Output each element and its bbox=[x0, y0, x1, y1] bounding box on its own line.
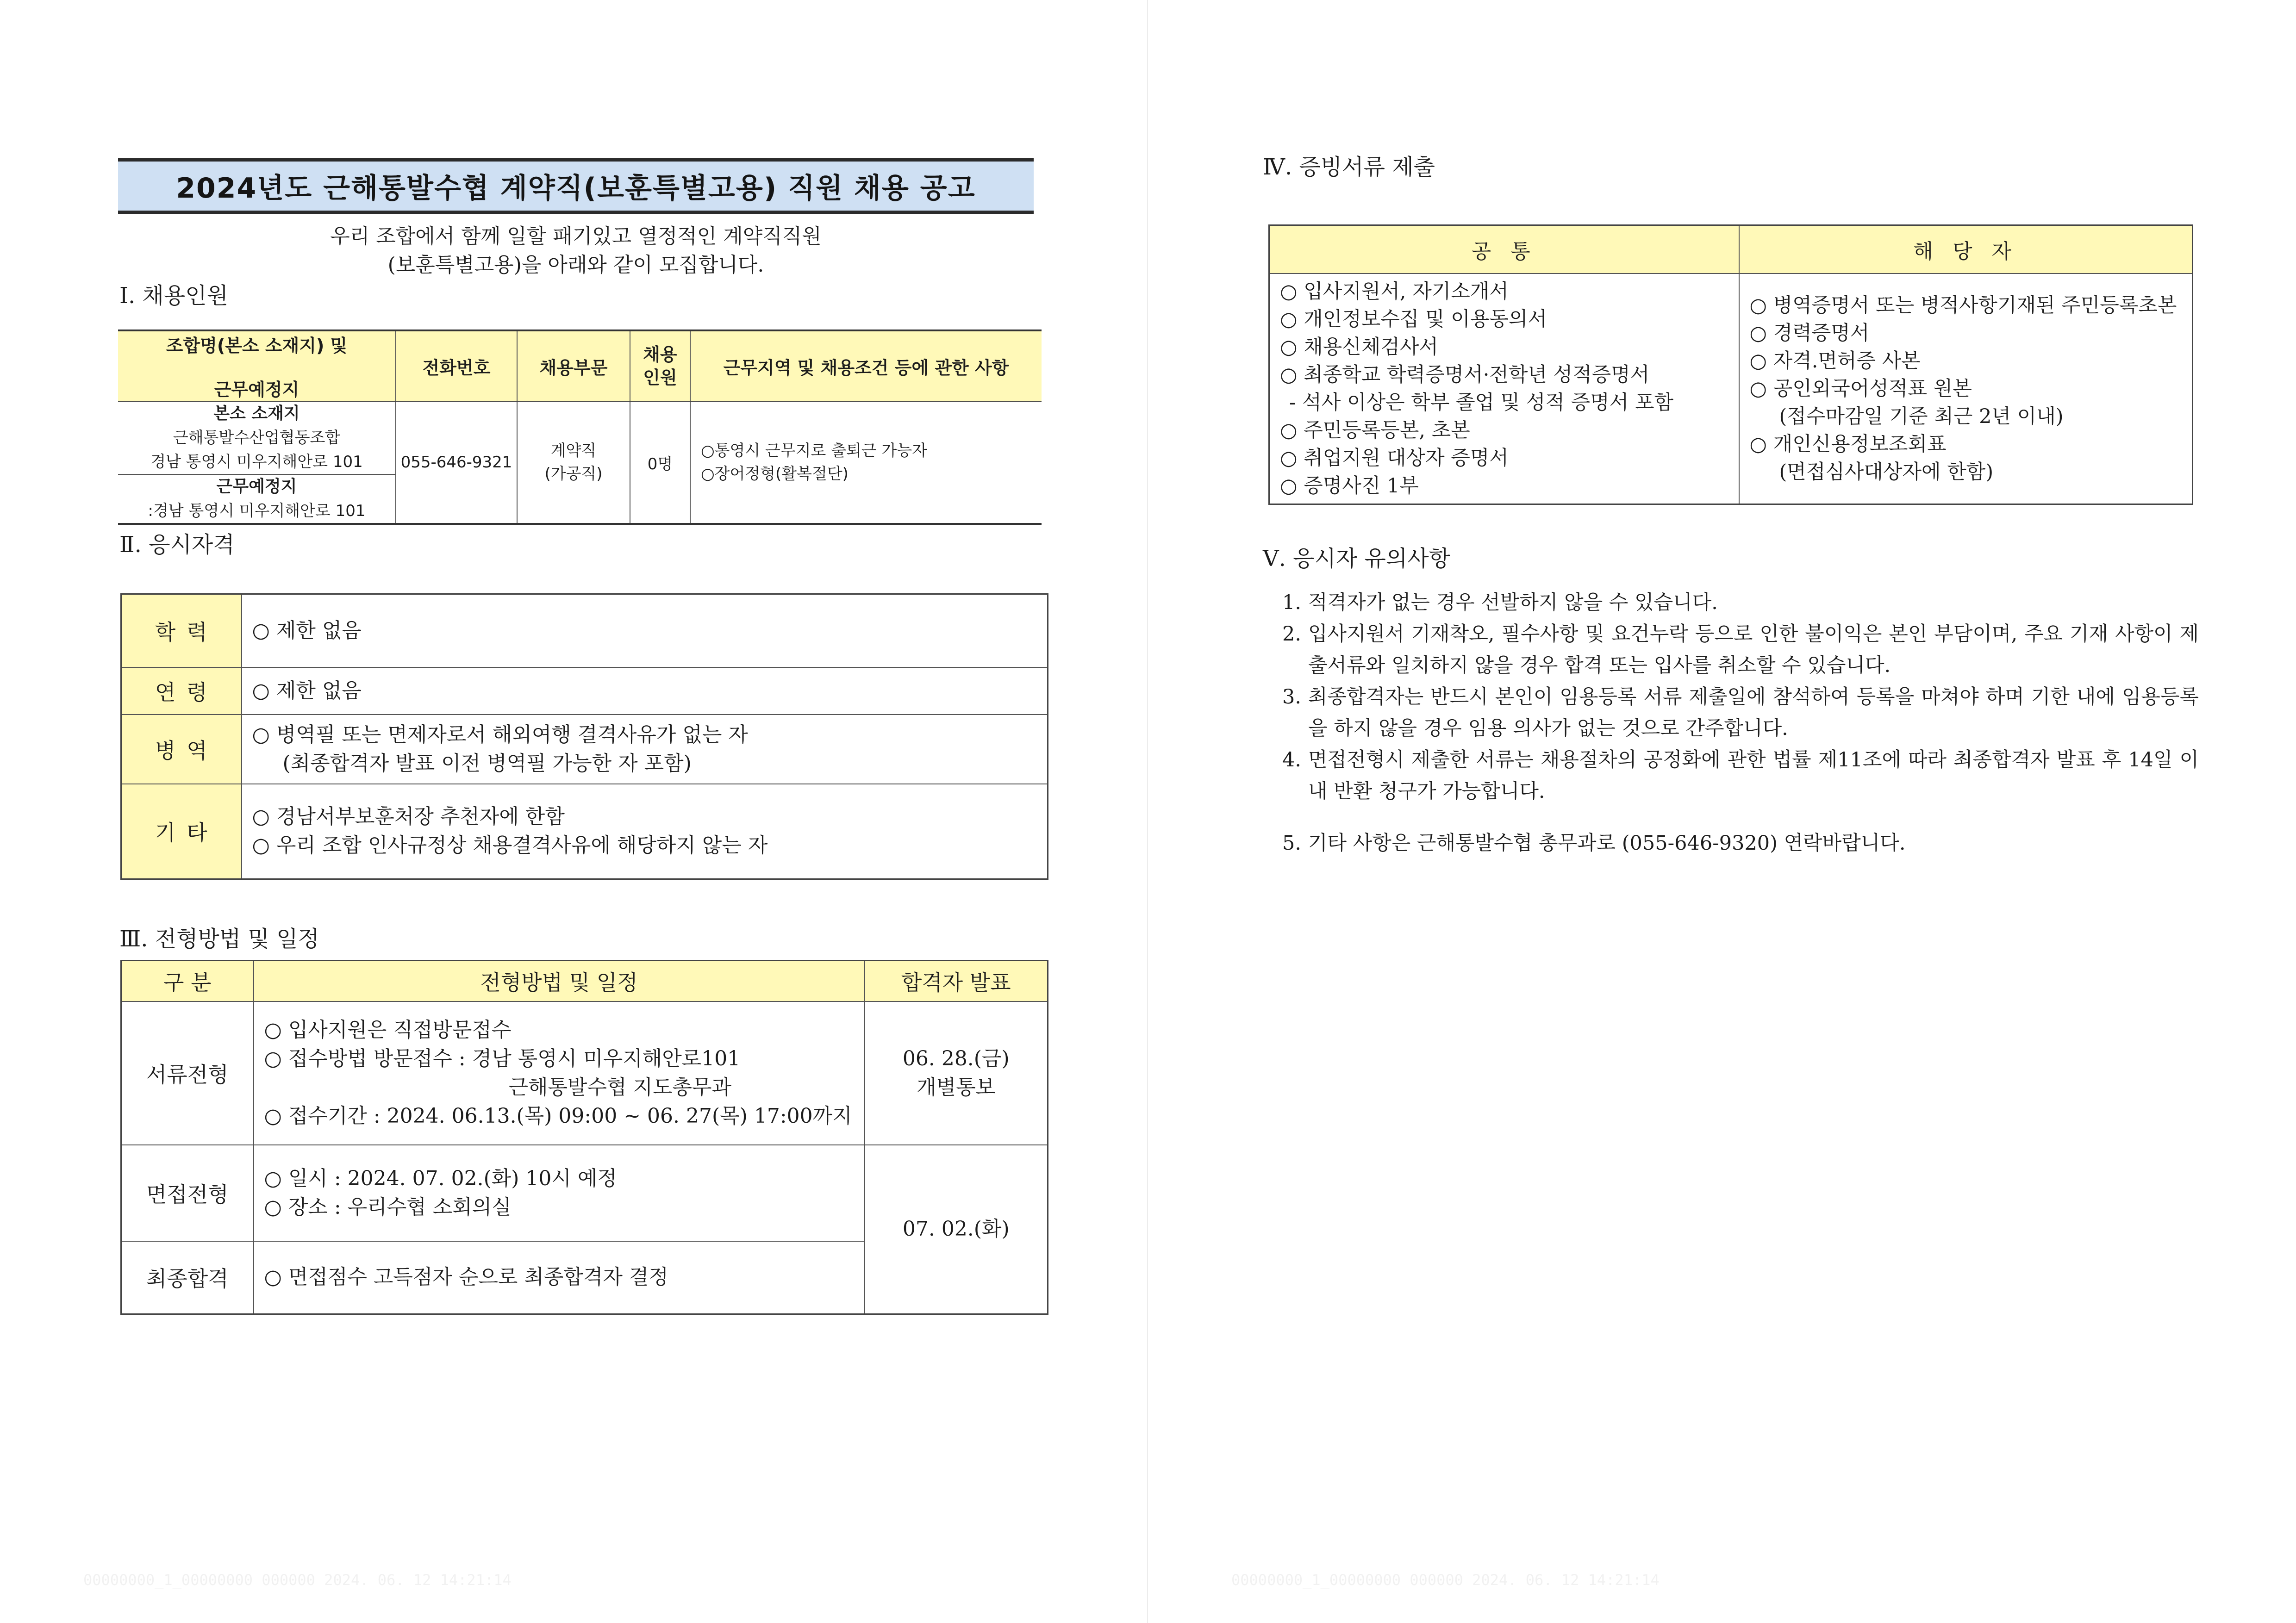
header-category: 구 분 bbox=[121, 961, 254, 1001]
section-heading-hiring: Ⅰ. 채용인원 bbox=[119, 283, 228, 309]
header-common: 공 통 bbox=[1269, 225, 1739, 274]
list-item: 4. 면접전형시 제출한 서류는 채용절차의 공정화에 관한 법률 제11조에 따라 최종합격자 발표 후 14일 이내 반환 청구가 가능합니다. bbox=[1282, 748, 2199, 803]
hq-address: 경남 통영시 미우지해안로 101 bbox=[150, 453, 363, 471]
section-heading-qualification: Ⅱ. 응시자격 bbox=[119, 532, 235, 558]
header-conditions: 근무지역 및 채용조건 등에 관한 사항 bbox=[690, 330, 1042, 401]
header-method: 전형방법 및 일정 bbox=[254, 961, 865, 1001]
org-cell bbox=[118, 401, 396, 524]
row-value: ○ 일시 : 2024. 07. 02.(화) 10시 예정 ○ 장소 : 우리수협 소회의실 bbox=[254, 1145, 865, 1241]
result-cell: 06. 28.(금) 개별통보 bbox=[865, 1001, 1048, 1145]
row-label: 최종합격 bbox=[121, 1241, 254, 1314]
table-row bbox=[121, 1145, 1048, 1241]
row-label: 기타 bbox=[121, 784, 242, 879]
row-value: ○ 병역필 또는 면제자로서 해외여행 결격사유가 없는 자 (최종합격자 발표 이전 병역필 가능한 자 포함) bbox=[242, 715, 1048, 784]
page-title: 2024년도 근해통발수협 계약직(보훈특별고용) 직원 채용 공고 bbox=[176, 172, 976, 205]
row-label: 서류전형 bbox=[121, 1001, 254, 1145]
section-heading-process: Ⅲ. 전형방법 및 일정 bbox=[119, 926, 319, 952]
page-divider bbox=[1147, 0, 1148, 1623]
table-row bbox=[121, 784, 1048, 879]
list-item: 2. 입사지원서 기재착오, 필수사항 및 요건누락 등으로 인한 불이익은 본인 부담이며, 주요 기재 사항이 제출서류와 일치하지 않을 경우 합격 또는 입사를 취소할 수 있습니다. bbox=[1282, 622, 2199, 677]
count-cell: 0명 bbox=[630, 401, 690, 524]
header-count: 채용 인원 bbox=[630, 330, 690, 401]
row-value: ○ 경남서부보훈처장 추천자에 한함 ○ 우리 조합 인사규정상 채용결격사유에 해당하지 않는 자 bbox=[242, 784, 1048, 879]
row-label: 면접전형 bbox=[121, 1145, 254, 1241]
scan-footer-left: 00000000_1_00000000 000000 2024. 06. 12 14:21:14 bbox=[83, 1571, 512, 1589]
table-row bbox=[121, 1001, 1048, 1145]
row-value: ○ 제한 없음 bbox=[242, 667, 1048, 715]
header-result: 합격자 발표 bbox=[865, 961, 1048, 1001]
process-table bbox=[120, 960, 1048, 1315]
applicable-docs-cell: ○ 병역증명서 또는 병적사항기재된 주민등록초본 ○ 경력증명서 ○ 자격.면허증 사본 ○ 공인외국어성적표 원본 (접수마감일 기준 최근 2년 이내) ○ 개인신용정보조회표 (면접심사대상자에 한함) bbox=[1739, 274, 2193, 504]
header-phone: 전화번호 bbox=[396, 330, 517, 401]
phone-cell: 055-646-9321 bbox=[396, 401, 517, 524]
work-label: 근무예정지 bbox=[118, 474, 395, 499]
table-row bbox=[121, 667, 1048, 715]
title-banner bbox=[118, 158, 1034, 214]
row-label: 연령 bbox=[121, 667, 242, 715]
notes-list bbox=[1282, 587, 2199, 859]
result-cell: 07. 02.(화) bbox=[865, 1145, 1048, 1314]
list-item: 3. 최종합격자는 반드시 본인이 임용등록 서류 제출일에 참석하여 등록을 마쳐야 하며 기한 내에 임용등록을 하지 않을 경우 임용 의사가 없는 것으로 간주합니다. bbox=[1282, 685, 2199, 740]
list-item: 5. 기타 사항은 근해통발수협 총무과로 (055-646-9320) 연락바랍니다. bbox=[1282, 832, 1906, 855]
row-value: ○ 입사지원은 직접방문접수 ○ 접수방법 방문접수 : 경남 통영시 미우지해안로101 근해통발수협 지도총무과 ○ 접수기간 : 2024. 06.13.(목) 09:00 ~ 06. 27(목) 17:00까지 bbox=[254, 1001, 865, 1145]
section-heading-notes: Ⅴ. 응시자 유의사항 bbox=[1263, 546, 1451, 572]
work-address: :경남 통영시 미우지해안로 101 bbox=[148, 502, 366, 520]
scan-footer-right: 00000000_1_00000000 000000 2024. 06. 12 14:21:14 bbox=[1231, 1571, 1660, 1589]
row-value: ○ 면접점수 고득점자 순으로 최종합격자 결정 bbox=[254, 1241, 865, 1314]
hiring-table bbox=[118, 330, 1042, 525]
common-docs-cell: ○ 입사지원서, 자기소개서 ○ 개인정보수집 및 이용동의서 ○ 채용신체검사서 ○ 최종학교 학력증명서·전학년 성적증명서 - 석사 이상은 학부 졸업 및 성적 증명서 포함 ○ 주민등록등본, 초본 ○ 취업지원 대상자 증명서 ○ 증명사진 1부 bbox=[1269, 274, 1739, 504]
intro-line: 우리 조합에서 함께 일할 패기있고 열정적인 계약직직원 bbox=[330, 224, 822, 248]
header-org: 조합명(본소 소재지) 및 근무예정지 bbox=[118, 330, 396, 401]
header-dept: 채용부문 bbox=[517, 330, 630, 401]
row-label: 학력 bbox=[121, 594, 242, 667]
documents-table bbox=[1268, 224, 2193, 505]
table-row bbox=[1269, 274, 2193, 504]
row-value: ○ 제한 없음 bbox=[242, 594, 1048, 667]
table-row bbox=[121, 715, 1048, 784]
list-item: 1. 적격자가 없는 경우 선발하지 않을 수 있습니다. bbox=[1282, 591, 1718, 614]
conditions-cell: ○통영시 근무지로 출퇴근 가능자 ○장어정형(활복절단) bbox=[690, 401, 1042, 524]
section-heading-documents: Ⅳ. 증빙서류 제출 bbox=[1263, 154, 1435, 180]
row-label: 병역 bbox=[121, 715, 242, 784]
intro-line: (보훈특별고용)을 아래와 같이 모집합니다. bbox=[387, 253, 764, 277]
intro-text bbox=[118, 222, 1034, 280]
header-applicable: 해 당 자 bbox=[1739, 225, 2193, 274]
table-row bbox=[118, 401, 1042, 524]
org-name: 근해통발수산업협동조합 bbox=[173, 429, 341, 447]
table-row bbox=[121, 594, 1048, 667]
hq-label: 본소 소재지 bbox=[213, 404, 300, 423]
qualification-table bbox=[120, 593, 1048, 880]
dept-cell: 계약직 (가공직) bbox=[517, 401, 630, 524]
